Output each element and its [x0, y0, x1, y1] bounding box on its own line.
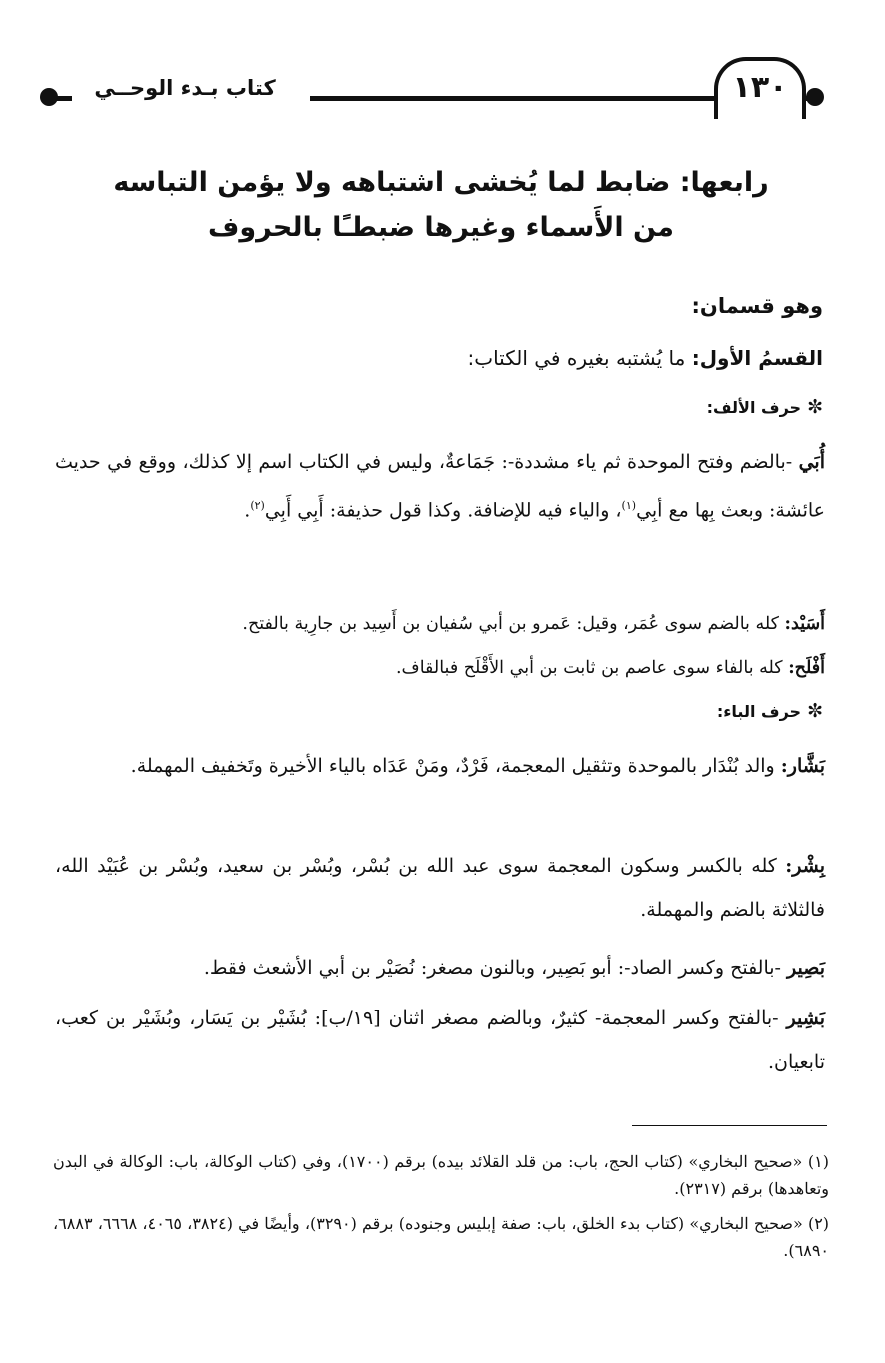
entry-aflah — [55, 648, 825, 688]
entry-bishr — [55, 844, 825, 932]
flower-star-icon: ✼ — [807, 396, 823, 418]
footnote-ref-2[interactable]: (٢) — [250, 499, 265, 512]
entry-head: بِشْر: — [785, 855, 825, 877]
header-dot-left — [40, 88, 58, 106]
entry-bashir — [55, 996, 825, 1084]
header-rule-middle — [310, 96, 716, 101]
footnote-1: (١) «صحيح البخاري» (كتاب الحج، باب: من قلد القلائد بيده) برقم (١٧٠٠)، وفي (كتاب الوكالة، باب: الوكالة في البدن وتعاهدها) برقم (٢٣١٧). — [53, 1152, 829, 1198]
entry-text: -بالفتح وكسر المعجمة- كثيرٌ، وبالضم مصغر اثنان [١٩/ب]: بُشَيْر بن يَسَار، وبُشَيْر بن كعب، تابعيان. — [55, 1007, 825, 1073]
letter-ba-heading — [717, 700, 823, 722]
entry-basir — [55, 946, 825, 990]
entry-usayd — [55, 604, 825, 644]
entry-ubayy — [55, 440, 825, 532]
entry-text: كله بالفاء سوى عاصم بن ثابت بن أبي الأَقْلَح فبالقاف. — [395, 658, 789, 678]
entry-text-3: . — [244, 499, 251, 522]
footnote-2: (٢) «صحيح البخاري» (كتاب بدء الخلق، باب: صفة إبليس وجنوده) برقم (٣٢٩٠)، وأيضًا في (٣٨٢٤، ٤٠٦٥، ٦٦٦٨، ٦٨٨٣، ٦٨٩٠). — [53, 1214, 830, 1260]
part-one-text: ما يُشتبه بغيره في الكتاب: — [467, 346, 692, 370]
entry-head: أَسَيْد: — [784, 614, 825, 634]
entry-head: بَشَّار: — [780, 755, 825, 777]
letter-alif-heading — [707, 396, 823, 418]
entry-text: والد بُنْدَار بالموحدة وتثقيل المعجمة، فَرْدٌ، ومَنْ عَدَاه بالياء الأخيرة وتَخفيف المهملة. — [130, 755, 781, 777]
entry-text: كله بالضم سوى عُمَر، وقيل: عَمرو بن أبي سُفيان بن أَسِيد بن جارِية بالفتح. — [242, 614, 785, 634]
intro-heading: وهو قسمان: — [691, 294, 823, 318]
part-one-label: القسمُ الأول: — [691, 346, 823, 370]
entry-text: كله بالكسر وسكون المعجمة سوى عبد الله بن بُسْر، وبُسْر بن سعيد، وبُسْر بن عُبَيْد الله، فالثلاثة بالضم والمهملة. — [55, 855, 825, 921]
letter-alif-label: حرف الألف: — [706, 398, 802, 417]
entry-text: -بالفتح وكسر الصاد-: أبو بَصِير، وبالنون مصغر: نُصَيْر بن أبي الأشعث فقط. — [203, 957, 788, 979]
section-title — [61, 160, 821, 250]
section-title-line1: رابعها: ضابط لما يُخشى اشتباهه ولا يؤمن التباسه — [113, 167, 769, 198]
page-number: ١٣٠ — [732, 70, 788, 105]
header-dot-right — [806, 88, 824, 106]
section-title-line2: من الأَسماء وغيرها ضبطـًا بالحروف — [207, 212, 675, 243]
entry-head: أَفْلَح: — [788, 658, 825, 678]
running-title: كتاب بـدء الوحــي — [94, 76, 276, 100]
letter-ba-label: حرف الباء: — [716, 702, 802, 721]
entry-head: أُبَي — [798, 451, 825, 473]
footnote-separator — [632, 1125, 827, 1126]
entry-bashshar — [55, 744, 825, 788]
entry-text-2: ، والياء فيه للإضافة. وكذا قول حذيفة: أَبِي أَبِي — [264, 499, 622, 522]
entry-head: بَشِير — [786, 1007, 825, 1029]
entry-text: -بالضم وفتح الموحدة ثم ياء مشددة-: جَمَاعةٌ، وليس في الكتاب اسم إلا كذلك، ووقع في حديث عائشة: وبعث بِها مع أبِي — [55, 451, 825, 522]
entry-head: بَصِير — [787, 957, 825, 979]
part-one-heading — [468, 346, 823, 370]
flower-star-icon: ✼ — [807, 700, 823, 722]
footnote-ref-1[interactable]: (١) — [621, 499, 637, 512]
